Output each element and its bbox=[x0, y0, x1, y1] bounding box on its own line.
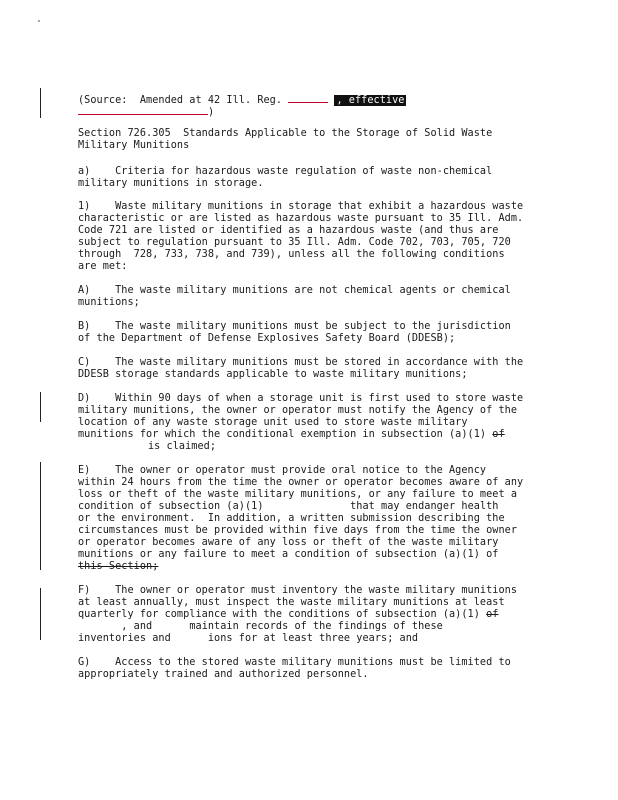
para-1: 1) Waste military munitions in storage that exhibit a hazardous waste bbox=[78, 201, 524, 212]
para-E: or operator becomes aware of any loss or theft of the waste military bbox=[78, 537, 499, 548]
para-F-text: ions for at least three years; and bbox=[207, 633, 419, 644]
source-prefix: (Source: Amended at 42 Ill. Reg. bbox=[78, 95, 283, 106]
para-D: D) Within 90 days of when a storage unit is first used to store waste bbox=[78, 393, 524, 404]
para-A: munitions; bbox=[78, 297, 140, 308]
para-E: or the environment. In addition, a written submission describing the bbox=[78, 513, 505, 524]
para-G: G) Access to the stored waste military munitions must be limited to bbox=[78, 657, 511, 668]
para-1: subject to regulation pursuant to 35 Ill. Adm. Code 702, 703, 705, 720 bbox=[78, 237, 511, 248]
para-E: within 24 hours from the time the owner or operator becomes aware of any bbox=[78, 477, 524, 488]
para-G: appropriately trained and authorized personnel. bbox=[78, 669, 369, 680]
para-B: of the Department of Defense Explosives Safety Board (DDESB); bbox=[78, 333, 456, 344]
para-E-text: condition of subsection (a)(1) bbox=[78, 501, 264, 512]
para-1: characteristic or are listed as hazardous waste pursuant to 35 Ill. Adm. bbox=[78, 213, 524, 224]
para-F-text: , and bbox=[121, 621, 153, 632]
para-D-text: munitions for which the conditional exemption in subsection (a)(1) bbox=[78, 429, 487, 440]
effective-date-blank bbox=[78, 105, 208, 115]
para-A: A) The waste military munitions are not chemical agents or chemical bbox=[78, 285, 511, 296]
change-bar bbox=[40, 462, 41, 570]
para-D bbox=[78, 429, 505, 441]
source-close: ) bbox=[208, 107, 215, 118]
para-C: C) The waste military munitions must be stored in accordance with the bbox=[78, 357, 524, 368]
para-F: F) The owner or operator must inventory the waste military munitions bbox=[78, 585, 518, 596]
para-F-text: quarterly for compliance with the conditions of subsection (a)(1) bbox=[78, 609, 480, 620]
change-bar bbox=[40, 392, 41, 422]
para-1: are met: bbox=[78, 261, 128, 272]
para-E: E) The owner or operator must provide oral notice to the Agency bbox=[78, 465, 487, 476]
source-effective: , effective bbox=[336, 95, 405, 106]
reg-page-blank bbox=[288, 93, 328, 103]
struck-text: of bbox=[492, 429, 505, 440]
para-F-text: maintain records of the findings of these bbox=[189, 621, 443, 632]
para-F bbox=[78, 609, 498, 621]
para-F-text: inventories and bbox=[78, 633, 171, 644]
para-B: B) The waste military munitions must be subject to the jurisdiction bbox=[78, 321, 511, 332]
struck-text: of bbox=[486, 609, 499, 620]
para-D: location of any waste storage unit used to store waste military bbox=[78, 417, 468, 428]
para-C: DDESB storage standards applicable to waste military munitions; bbox=[78, 369, 468, 380]
para-E-struck bbox=[78, 561, 158, 573]
para-E bbox=[78, 501, 499, 513]
section-heading: Section 726.305 Standards Applicable to the Storage of Solid Waste bbox=[78, 128, 493, 139]
change-bar bbox=[40, 588, 41, 640]
section-heading-2: Military Munitions bbox=[78, 140, 190, 151]
para-D-last: is claimed; bbox=[148, 441, 217, 452]
para-a-2: military munitions in storage. bbox=[78, 178, 264, 189]
para-1: Code 721 are listed or identified as a hazardous waste (and thus are bbox=[78, 225, 499, 236]
para-1: through 728, 733, 738, and 739), unless all the following conditions bbox=[78, 249, 505, 260]
para-a: a) Criteria for hazardous waste regulation of waste non-chemical bbox=[78, 166, 493, 177]
para-E-text: that may endanger health bbox=[350, 501, 499, 512]
para-F bbox=[78, 621, 443, 633]
struck-text: this Section; bbox=[78, 561, 159, 572]
para-E: circumstances must be provided within five days from the time the owner bbox=[78, 525, 518, 536]
change-bar bbox=[40, 88, 41, 118]
para-F: at least annually, must inspect the waste military munitions at least bbox=[78, 597, 505, 608]
para-E: munitions or any failure to meet a condition of subsection (a)(1) of bbox=[78, 549, 499, 560]
scan-speck bbox=[38, 20, 40, 22]
source-line-2 bbox=[78, 105, 214, 119]
para-F bbox=[78, 633, 418, 645]
para-D: military munitions, the owner or operator must notify the Agency of the bbox=[78, 405, 518, 416]
para-E: loss or theft of the waste military munitions, or any failure to meet a bbox=[78, 489, 518, 500]
